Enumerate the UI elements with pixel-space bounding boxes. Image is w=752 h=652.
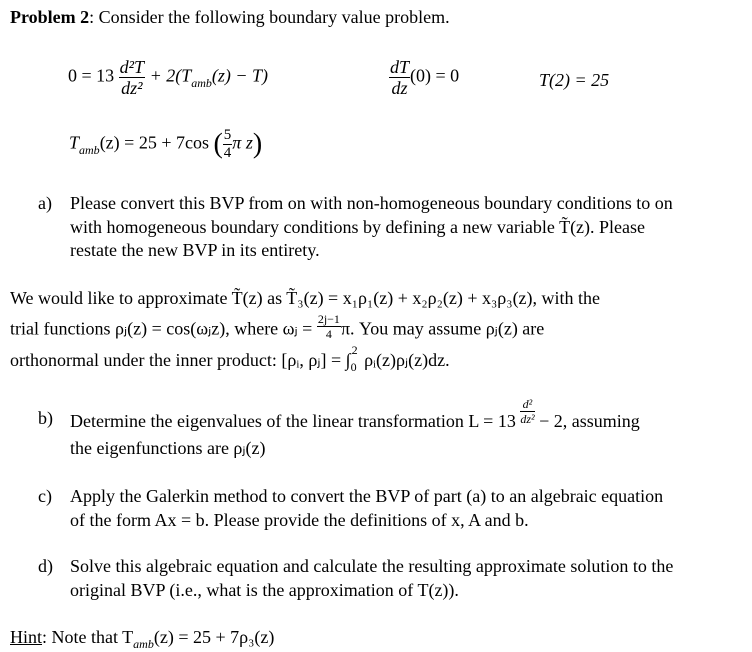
problem-title — [10, 8, 450, 26]
ode-second-derivative — [119, 58, 145, 97]
hint-sub: amb — [133, 637, 154, 651]
approx-line2b: π. You may assume ρⱼ(z) are — [340, 318, 545, 339]
operator-frac-num: d² — [520, 398, 534, 412]
part-c-line1: Apply the Galerkin method to convert the BVP of part (a) to an algebraic equation — [70, 486, 664, 506]
omega-frac-den: 4 — [325, 327, 332, 341]
bc1-frac-num: dT — [390, 57, 410, 77]
tamb-paren-close: ) — [252, 128, 263, 160]
approx-line3b: ρᵢ(z)ρⱼ(z)dz. — [364, 350, 450, 370]
ode-tail: (z) − T) — [211, 65, 269, 86]
approx-line3a: orthonormal under the inner product: [ρᵢ, ρⱼ] = ∫ — [10, 350, 351, 370]
part-d-line1: Solve this algebraic equation and calculate the resulting approximate solution to the — [70, 556, 674, 576]
part-b-line1 — [70, 397, 640, 431]
tamb-lhs: T — [69, 132, 80, 153]
hint-text-b: (z) = 25 + 7ρ₃(z) — [153, 627, 275, 647]
part-c-label: c) — [38, 486, 52, 506]
bc1-frac-den: dz — [391, 78, 408, 98]
part-a-line2: with homogeneous boundary conditions by defining a new variable T̃(z). Please — [70, 217, 646, 237]
approx-line2a: trial functions ρⱼ(z) = cos(ωⱼz), where ωⱼ = — [10, 318, 313, 339]
problem-intro: : Consider the following boundary value problem. — [89, 7, 450, 27]
integral-upper: 2 — [351, 343, 358, 357]
ode-frac-num: d²T — [119, 57, 145, 77]
hint-line — [10, 627, 275, 651]
part-b-line2: the eigenfunctions are ρⱼ(z) — [70, 438, 266, 458]
omega-frac — [317, 313, 341, 340]
ode-equation — [68, 58, 268, 97]
tamb-frac-num: 5 — [223, 127, 232, 143]
operator-frac-den: dz² — [520, 412, 535, 426]
tamb-mid: (z) = 25 + 7cos — [99, 132, 209, 153]
integral-limits — [350, 343, 360, 374]
part-d-line2: original BVP (i.e., what is the approximation of T(z)). — [70, 580, 459, 600]
tamb-equation — [69, 128, 262, 161]
tamb-frac — [223, 128, 233, 161]
ode-frac-den: dz² — [121, 78, 143, 98]
bc1-equation — [389, 58, 459, 97]
part-c-line2: of the form Ax = b. Please provide the definitions of x, A and b. — [70, 510, 529, 530]
part-a-line3: restate the new BVP in its entirety. — [70, 240, 320, 260]
bc2-equation: T(2) = 25 — [539, 70, 610, 90]
bc1-derivative — [389, 58, 410, 97]
hint-label: Hint — [10, 627, 43, 647]
part-a-line1: Please convert this BVP from on with non-homogeneous boundary conditions to on — [70, 193, 673, 213]
tamb-frac-den: 4 — [223, 145, 232, 161]
approx-line3 — [10, 343, 450, 374]
part-b-line1b: − 2, assuming — [539, 410, 640, 431]
approx-line2 — [10, 312, 545, 344]
part-d-label: d) — [38, 556, 53, 576]
ode-lhs: 0 = 13 — [68, 65, 115, 86]
part-b-line1a: Determine the eigenvalues of the linear transformation L = 13 — [70, 410, 516, 431]
ode-rhs: + 2(T — [149, 65, 192, 86]
integral-lower: 0 — [350, 360, 357, 374]
hint-text-a: : Note that T — [42, 627, 134, 647]
part-b-label: b) — [38, 408, 53, 428]
ode-sub: amb — [191, 75, 212, 90]
bc1-tail: (0) = 0 — [410, 65, 460, 86]
operator-frac — [520, 398, 534, 425]
part-a-label: a) — [38, 193, 52, 213]
tamb-paren-open: ( — [213, 128, 223, 160]
problem-label: Problem 2 — [10, 7, 90, 27]
approx-line1: We would like to approximate T̃(z) as T̃₃(z) = x₁ρ₁(z) + x₂ρ₂(z) + x₃ρ₃(z), with the — [10, 288, 601, 308]
tamb-tail: π z — [232, 132, 253, 153]
omega-frac-num: 2j−1 — [317, 312, 340, 326]
tamb-sub: amb — [79, 142, 100, 157]
